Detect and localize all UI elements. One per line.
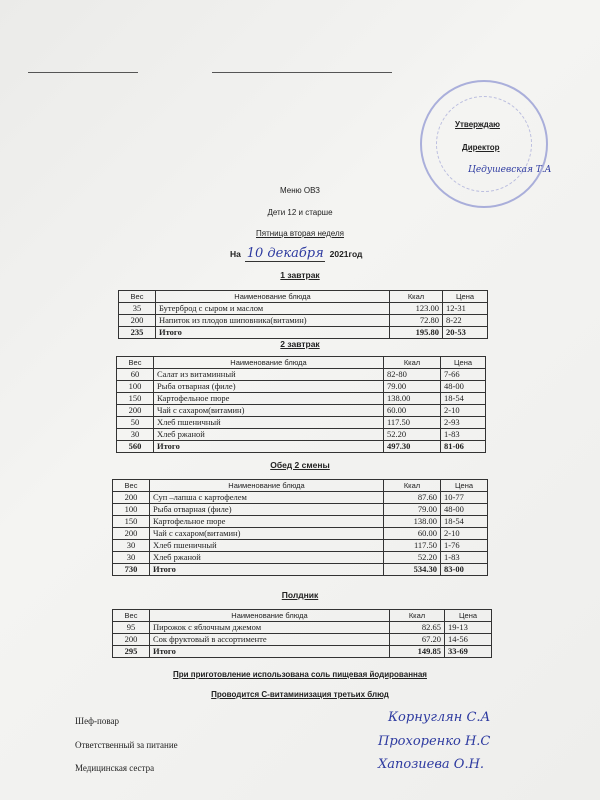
cell-price: 10-77: [441, 492, 488, 504]
cell-kcal: 149.85: [390, 646, 445, 658]
date-line: [230, 246, 362, 262]
signature-role-chef: Шеф-повар: [75, 716, 119, 726]
cell-kcal: 60.00: [384, 528, 441, 540]
table-row: [117, 369, 486, 381]
table-row: [117, 381, 486, 393]
vitamin-note: Проводится С-витаминизация третьих блюд: [211, 690, 389, 699]
cell-dish: Хлеб пшеничный: [154, 417, 384, 429]
cell-weight: 560: [117, 441, 154, 453]
cell-weight: 95: [113, 622, 150, 634]
cell-kcal: 117.50: [384, 417, 441, 429]
table-row: [113, 528, 488, 540]
cell-price: 18-54: [441, 393, 486, 405]
cell-dish: Салат из витаминный: [154, 369, 384, 381]
cell-price: 8-22: [443, 315, 488, 327]
menu-table-lunch: [112, 479, 488, 576]
date-suffix: 2021год: [329, 249, 363, 259]
table-row: [113, 504, 488, 516]
cell-dish: Чай с сахаром(витамин): [150, 528, 384, 540]
table-total-row: [113, 564, 488, 576]
children-age: Дети 12 и старше: [267, 208, 333, 217]
cell-dish: Итого: [156, 327, 390, 339]
cell-dish: Рыба отварная (филе): [150, 504, 384, 516]
meal-title-snack: Полдник: [281, 590, 319, 600]
cell-weight: 200: [113, 528, 150, 540]
table-row: [117, 417, 486, 429]
cell-price: 2-10: [441, 528, 488, 540]
cell-kcal: 123.00: [390, 303, 443, 315]
signature-role-nurse: Медицинская сестра: [75, 763, 155, 773]
table-header-row: [113, 480, 488, 492]
cell-dish: Хлеб пшеничный: [150, 540, 384, 552]
table-header-row: [113, 610, 492, 622]
header-rule-right: [212, 72, 392, 73]
cell-kcal: 72.80: [390, 315, 443, 327]
cell-price: 83-00: [441, 564, 488, 576]
col-name: Наименование блюда: [156, 291, 390, 303]
col-weight: Вес: [117, 357, 154, 369]
col-name: Наименование блюда: [150, 610, 390, 622]
cell-price: 1-83: [441, 429, 486, 441]
cell-price: 20-53: [443, 327, 488, 339]
cell-weight: 30: [113, 540, 150, 552]
table-row: [117, 429, 486, 441]
meal-title-breakfast-2: 2 завтрак: [280, 339, 320, 349]
col-name: Наименование блюда: [154, 357, 384, 369]
table-total-row: [117, 441, 486, 453]
cell-dish: Бутерброд с сыром и маслом: [156, 303, 390, 315]
col-price: Цена: [441, 480, 488, 492]
cell-dish: Суп –лапша с картофелем: [150, 492, 384, 504]
table-row: [113, 622, 492, 634]
table-total-row: [119, 327, 488, 339]
approve-label: Утверждаю: [455, 120, 500, 129]
cell-kcal: 52.20: [384, 429, 441, 441]
cell-kcal: 195.80: [390, 327, 443, 339]
cell-price: 2-93: [441, 417, 486, 429]
cell-weight: 150: [113, 516, 150, 528]
cell-weight: 200: [117, 405, 154, 417]
cell-weight: 730: [113, 564, 150, 576]
cell-price: 12-31: [443, 303, 488, 315]
col-kcal: Ккал: [390, 610, 445, 622]
cell-kcal: 79.00: [384, 381, 441, 393]
cell-weight: 30: [113, 552, 150, 564]
cell-weight: 35: [119, 303, 156, 315]
cell-kcal: 52.20: [384, 552, 441, 564]
cell-price: 81-06: [441, 441, 486, 453]
cell-price: 33-69: [445, 646, 492, 658]
col-kcal: Ккал: [390, 291, 443, 303]
cell-price: 48-00: [441, 381, 486, 393]
cell-dish: Хлеб ржаной: [154, 429, 384, 441]
cell-kcal: 82-80: [384, 369, 441, 381]
cell-weight: 200: [119, 315, 156, 327]
cell-dish: Чай с сахаром(витамин): [154, 405, 384, 417]
meal-title-breakfast-1: 1 завтрак: [280, 270, 320, 280]
cell-price: 48-00: [441, 504, 488, 516]
col-weight: Вес: [113, 480, 150, 492]
cell-kcal: 534.30: [384, 564, 441, 576]
cell-dish: Итого: [150, 646, 390, 658]
cell-kcal: 138.00: [384, 393, 441, 405]
cell-weight: 50: [117, 417, 154, 429]
cell-kcal: 79.00: [384, 504, 441, 516]
cell-dish: Пирожок с яблочным джемом: [150, 622, 390, 634]
table-row: [113, 492, 488, 504]
header-rule-left: [28, 72, 138, 73]
date-handwritten: 10 декабря: [246, 246, 324, 261]
cell-dish: Картофельное пюре: [150, 516, 384, 528]
cell-price: 1-76: [441, 540, 488, 552]
col-price: Цена: [443, 291, 488, 303]
cell-dish: Итого: [150, 564, 384, 576]
cell-weight: 200: [113, 492, 150, 504]
table-row: [113, 552, 488, 564]
cell-price: 1-83: [441, 552, 488, 564]
cell-kcal: 60.00: [384, 405, 441, 417]
table-row: [113, 634, 492, 646]
menu-table-breakfast-2: [116, 356, 486, 453]
col-price: Цена: [441, 357, 486, 369]
cell-price: 14-56: [445, 634, 492, 646]
date-prefix: На: [230, 249, 241, 259]
cell-dish: Напиток из плодов шиповника(витамин): [156, 315, 390, 327]
table-row: [119, 315, 488, 327]
cell-weight: 200: [113, 634, 150, 646]
cell-dish: Итого: [154, 441, 384, 453]
cell-weight: 60: [117, 369, 154, 381]
signature-chef: Корнуглян С.А: [388, 710, 491, 725]
cell-price: 2-10: [441, 405, 486, 417]
director-signature: Цедушевская Т.А: [468, 165, 552, 175]
signature-role-nutrition: Ответственный за питание: [75, 740, 178, 750]
menu-title: Меню ОВЗ: [280, 186, 320, 195]
table-header-row: [119, 291, 488, 303]
col-weight: Вес: [113, 610, 150, 622]
col-name: Наименование блюда: [150, 480, 384, 492]
day-label: Пятница вторая неделя: [256, 229, 344, 238]
cell-weight: 235: [119, 327, 156, 339]
cell-weight: 100: [113, 504, 150, 516]
cell-kcal: 497.30: [384, 441, 441, 453]
cell-dish: Сок фруктовый в ассортименте: [150, 634, 390, 646]
menu-table-breakfast-1: [118, 290, 488, 339]
cell-price: 18-54: [441, 516, 488, 528]
cell-kcal: 138.00: [384, 516, 441, 528]
cell-dish: Хлеб ржаной: [150, 552, 384, 564]
col-price: Цена: [445, 610, 492, 622]
table-row: [117, 405, 486, 417]
cell-weight: 100: [117, 381, 154, 393]
cell-weight: 30: [117, 429, 154, 441]
table-header-row: [117, 357, 486, 369]
table-total-row: [113, 646, 492, 658]
meal-title-lunch: Обед 2 смены: [270, 460, 330, 470]
cell-weight: 150: [117, 393, 154, 405]
signature-nurse: Хапозиева О.Н.: [378, 757, 485, 772]
cell-kcal: 117.50: [384, 540, 441, 552]
director-label: Директор: [462, 143, 500, 152]
cell-price: 7-66: [441, 369, 486, 381]
cell-kcal: 87.60: [384, 492, 441, 504]
signature-nutrition: Прохоренко Н.С: [378, 734, 491, 749]
cell-dish: Картофельное пюре: [154, 393, 384, 405]
table-row: [117, 393, 486, 405]
cell-kcal: 82.65: [390, 622, 445, 634]
table-row: [119, 303, 488, 315]
col-kcal: Ккал: [384, 357, 441, 369]
col-weight: Вес: [119, 291, 156, 303]
cell-weight: 295: [113, 646, 150, 658]
cell-price: 19-13: [445, 622, 492, 634]
table-row: [113, 516, 488, 528]
cell-dish: Рыба отварная (филе): [154, 381, 384, 393]
cell-kcal: 67.20: [390, 634, 445, 646]
table-row: [113, 540, 488, 552]
menu-table-snack: [112, 609, 492, 658]
salt-note: При приготовление использована соль пищевая йодированная: [173, 670, 427, 679]
col-kcal: Ккал: [384, 480, 441, 492]
